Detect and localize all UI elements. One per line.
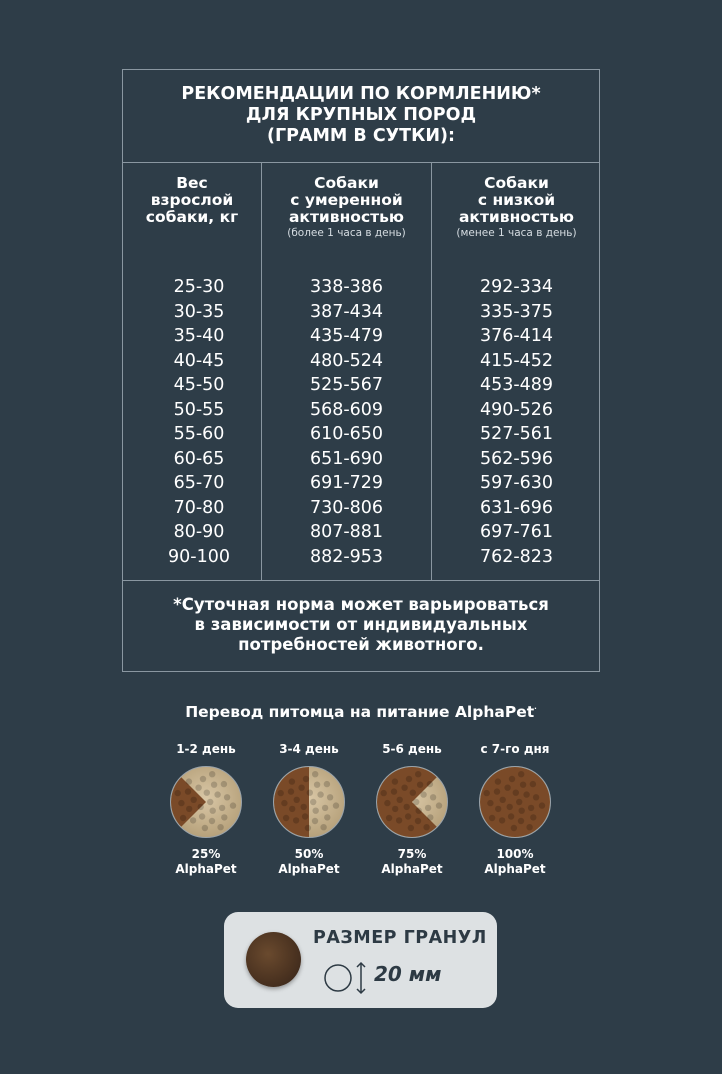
header-subtitle: (менее 1 часа в день) [456,227,577,239]
footnote [123,595,599,655]
table-cell: 65-70 [173,473,225,493]
transition-stage [362,742,462,877]
table-cell: 453-489 [479,375,554,395]
table-cell: 610-650 [309,424,384,444]
table-cell: 45-50 [173,375,225,395]
table-title-line: РЕКОМЕНДАЦИИ ПО КОРМЛЕНИЮ* [181,84,541,104]
transition-stage [465,742,565,877]
table-cell: 435-479 [309,326,384,346]
table-cell: 55-60 [173,424,225,444]
divider [123,580,599,581]
transition-title-text: Перевод питомца на питание [185,703,455,721]
table-cell: 376-414 [479,326,554,346]
table-cell: 335-375 [479,301,554,322]
table-cell: 597-630 [479,473,554,493]
stage-day-label: 5-6 день [382,742,442,756]
footnote-line: в зависимости от индивидуальных [194,615,528,634]
header-line: активностью [288,208,405,226]
table-cell: 807-881 [309,522,384,542]
low-activity-column [432,275,601,569]
table-cell: 60-65 [173,448,225,469]
footnote-line: потребностей животного. [238,635,484,654]
table-cell: 527-561 [479,424,554,444]
column-header-low [432,163,601,239]
trademark-mark: · [534,704,537,713]
stage-brand: AlphaPet [175,862,237,876]
stage-day-label: 1-2 день [176,742,236,756]
table-cell: 70-80 [173,497,225,518]
table-cell: 480-524 [309,350,384,371]
header-line: Вес [176,174,208,192]
table-cell: 415-452 [479,350,554,371]
table-cell: 490-526 [479,399,554,420]
header-line: собаки, кг [145,208,239,226]
table-cell: 35-40 [173,326,225,346]
kibble-image [246,932,301,987]
food-mix-bowl [273,766,345,838]
table-cell: 40-45 [173,350,225,371]
table-cell: 525-567 [309,375,384,395]
stage-percent [465,847,565,877]
food-mix-bowl [479,766,551,838]
stage-percent [259,847,359,877]
food-mix-bowl [376,766,448,838]
footnote-line: *Суточная норма может варьироваться [173,595,549,614]
stage-percent-value: 25% [191,847,221,861]
stage-percent [156,847,256,877]
table-cell: 30-35 [173,301,225,322]
transition-stage [156,742,256,877]
table-cell: 631-696 [479,497,554,518]
stage-brand: AlphaPet [278,862,340,876]
brand-name: AlphaPet [454,703,535,721]
stage-percent-value: 100% [496,847,534,861]
table-cell: 338-386 [309,277,384,297]
feeding-table [122,69,600,672]
stage-percent-value: 50% [294,847,324,861]
header-line: активностью [458,208,575,226]
table-title-line: ДЛЯ КРУПНЫХ ПОРОД [245,105,477,125]
table-cell: 730-806 [309,497,384,518]
transition-title [0,703,722,721]
table-title-line: (ГРАММ В СУТКИ): [266,126,456,146]
table-cell: 651-690 [309,448,384,469]
table-cell: 882-953 [309,546,384,567]
column-header-weight [123,163,261,226]
table-cell: 25-30 [173,277,225,297]
table-cell: 387-434 [309,301,384,322]
granule-size-value: 20 мм [374,962,442,986]
stage-percent-value: 75% [397,847,427,861]
stage-brand: AlphaPet [381,862,443,876]
header-line: с низкой [477,191,556,209]
table-cell: 90-100 [168,546,230,567]
header-subtitle: (более 1 часа в день) [287,227,406,239]
table-cell: 697-761 [479,522,554,542]
granule-title: РАЗМЕР ГРАНУЛ [313,928,487,948]
diameter-icon [323,960,371,996]
table-title [123,84,599,147]
table-cell: 80-90 [173,522,225,542]
table-cell: 562-596 [479,448,554,469]
table-cell: 292-334 [479,277,554,297]
header-line: Собаки [484,174,549,192]
table-cell: 50-55 [173,399,225,420]
stage-day-label: 3-4 день [279,742,339,756]
stage-percent [362,847,462,877]
table-cell: 691-729 [309,473,384,493]
column-header-moderate [262,163,431,239]
food-mix-bowl [170,766,242,838]
table-cell: 568-609 [309,399,384,420]
granule-size-card [224,912,497,1008]
weight-column [123,275,275,569]
stage-brand: AlphaPet [484,862,546,876]
header-line: с умеренной [290,191,403,209]
stage-day-label: с 7-го дня [480,742,550,756]
header-line: взрослой [150,191,234,209]
transition-stage [259,742,359,877]
moderate-activity-column [262,275,431,569]
table-cell: 762-823 [479,546,554,567]
header-line: Собаки [314,174,379,192]
